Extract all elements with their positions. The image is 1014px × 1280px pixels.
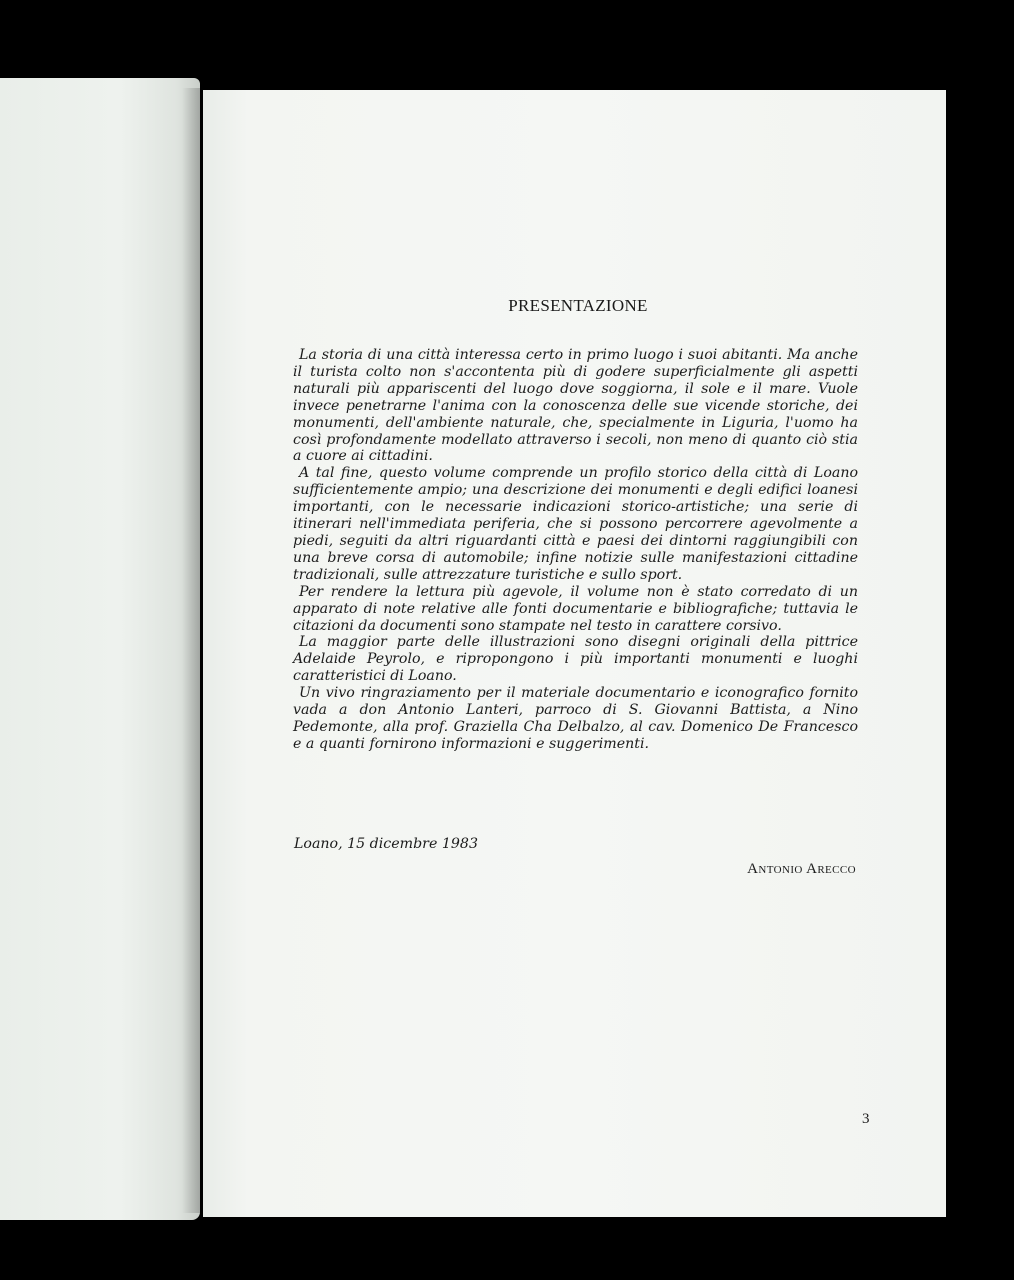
author-signature: Antonio Arecco bbox=[747, 861, 856, 877]
paragraph: Un vivo ringraziamento per il materiale documentario e iconografico fornito vada a don Antonio Lanteri, parroco di S. Giovanni Battista, a Nino Pedemonte, alla prof. Graziella Cha Delbalzo, al cav. Domenico De Francesco e a quanti fornirono informazioni e suggerimenti. bbox=[293, 685, 858, 752]
paragraph: A tal fine, questo volume comprende un profilo storico della città di Loano sufficientemente ampio; una descrizione dei monumenti e degli edifici loanesi importanti, con le necessarie indicazioni storico-artistiche; una serie di itinerari nell'immediata periferia, che si possono percorrere agevolmente a piedi, seguiti da altri riguardanti città e paesi dei dintorni raggiungibili con una breve corsa di automobile; infine notizie sulle manifestazioni cittadine tradizionali, sulle attrezzature turistiche e sullo sport. bbox=[293, 465, 858, 583]
paragraph: La maggior parte delle illustrazioni sono disegni originali della pittrice Adelaide Peyrolo, e ripropongono i più importanti monumenti e luoghi caratteristici di Loano. bbox=[293, 634, 858, 685]
page-title: PRESENTAZIONE bbox=[508, 296, 648, 315]
body-text bbox=[293, 347, 858, 753]
left-page bbox=[0, 78, 200, 1220]
page-number: 3 bbox=[862, 1111, 870, 1127]
paragraph: Per rendere la lettura più agevole, il volume non è stato corredato di un apparato di note relative alle fonti documentarie e bibliografiche; tuttavia le citazioni da documenti sono stampate nel testo in carattere corsivo. bbox=[293, 583, 858, 634]
place-date: Loano, 15 dicembre 1983 bbox=[294, 836, 478, 852]
right-page bbox=[203, 90, 946, 1217]
paragraph: La storia di una città interessa certo in primo luogo i suoi abitanti. Ma anche il turista colto non s'accontenta più di godere superficialmente gli aspetti naturali più appariscenti del luogo dove soggiorna, il sole e il mare. Vuole invece penetrarne l'anima con la conoscenza delle sue vicende storiche, dei monumenti, dell'ambiente naturale, che, specialmente in Liguria, l'uomo ha così profondamente modellato attraverso i secoli, non meno di quanto ciò stia a cuore ai cittadini. bbox=[293, 347, 858, 465]
